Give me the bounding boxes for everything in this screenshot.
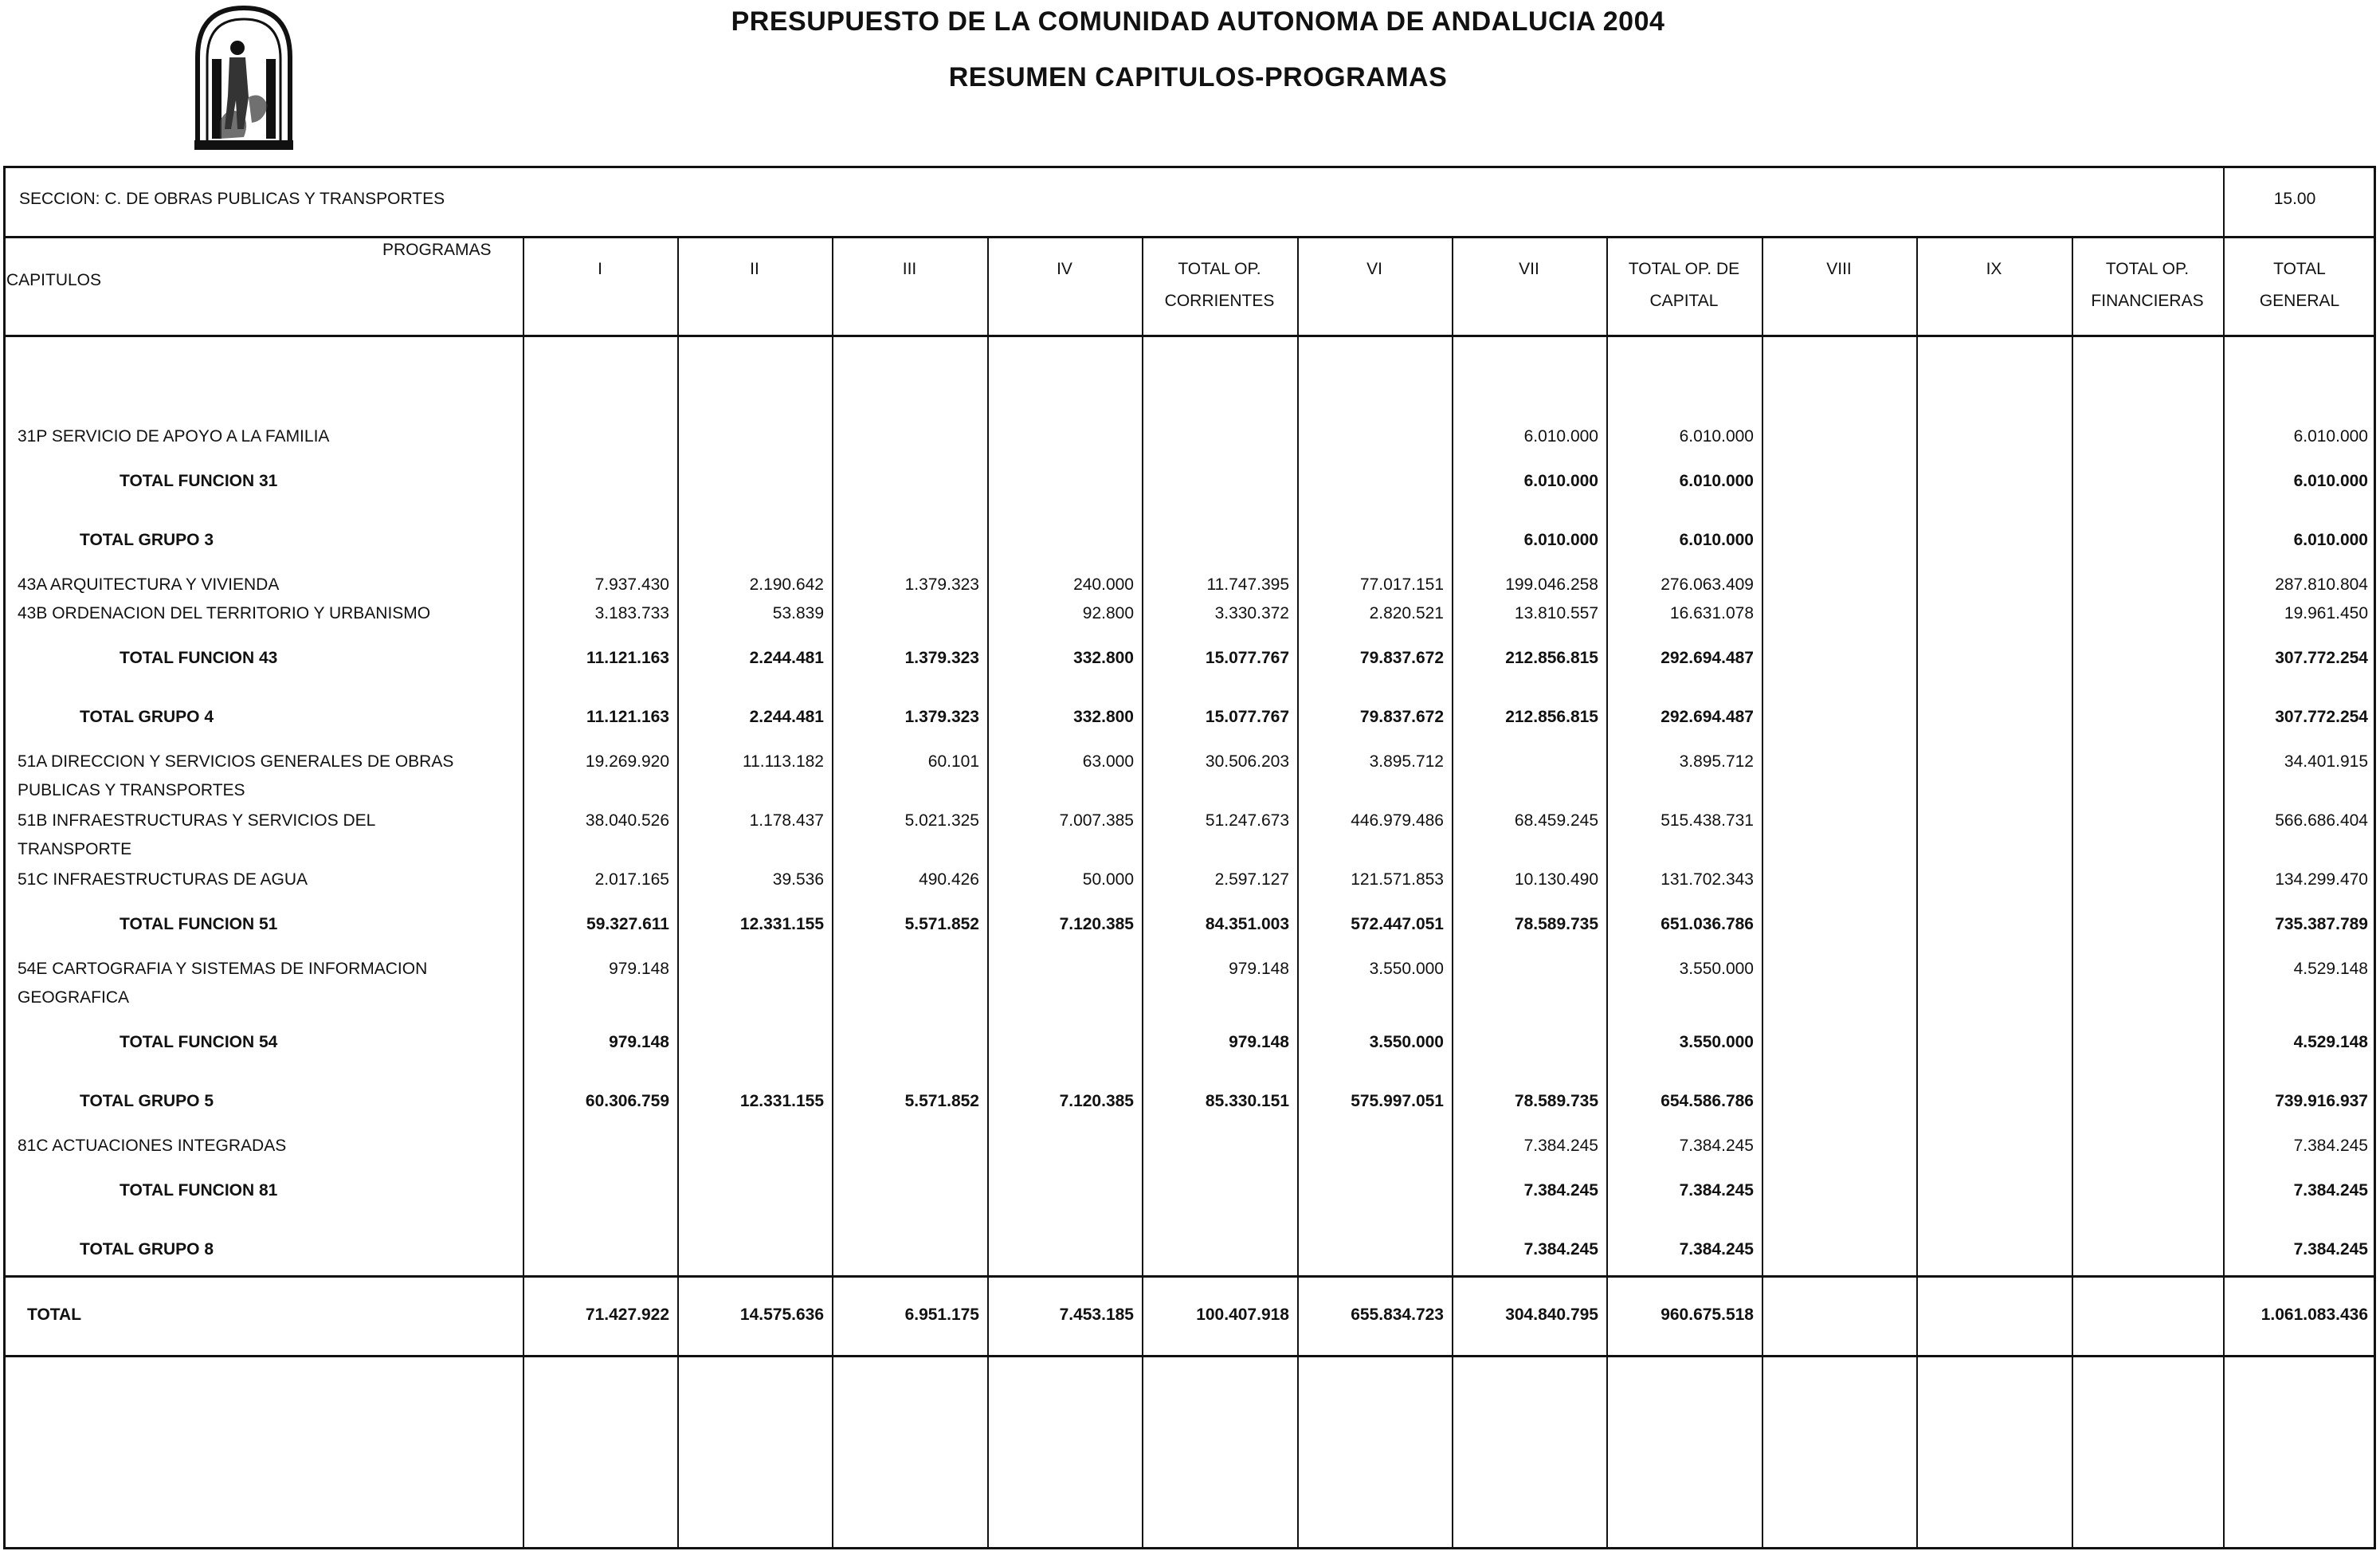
column-header: FINANCIERAS [2091, 292, 2204, 310]
row-label: 81C ACTUACIONES INTEGRADAS [18, 1137, 287, 1155]
cell-value: 12.331.155 [739, 915, 824, 933]
total-value: 7.453.185 [1059, 1306, 1134, 1324]
cell-value: 7.007.385 [1059, 811, 1134, 830]
cell-value: 2.244.481 [749, 708, 824, 726]
cell-value: 7.384.245 [1679, 1137, 1754, 1155]
column-header: II [750, 260, 759, 278]
cell-value: 85.330.151 [1205, 1092, 1289, 1110]
row-label: 51C INFRAESTRUCTURAS DE AGUA [18, 870, 308, 889]
cell-value: 3.550.000 [1369, 960, 1444, 978]
cell-value: 2.820.521 [1369, 604, 1444, 622]
page-subtitle: RESUMEN CAPITULOS-PROGRAMAS [948, 62, 1448, 92]
cell-value: 131.702.343 [1661, 870, 1754, 889]
cell-value: 5.571.852 [904, 1092, 979, 1110]
cell-value: 6.010.000 [1523, 531, 1598, 549]
column-divider [1297, 236, 1299, 1548]
cell-value: 38.040.526 [585, 811, 669, 830]
column-header: GENERAL [2259, 292, 2340, 310]
column-header: TOTAL [2273, 260, 2326, 278]
row-label: TRANSPORTE [18, 840, 132, 858]
cell-value: 84.351.003 [1205, 915, 1289, 933]
cell-value: 16.631.078 [1669, 604, 1754, 622]
cell-value: 78.589.735 [1514, 915, 1598, 933]
row-label: TOTAL FUNCION 31 [120, 472, 278, 490]
table-frame [3, 166, 2376, 1549]
cell-value: 490.426 [919, 870, 979, 889]
row-label: TOTAL GRUPO 8 [80, 1240, 214, 1258]
cell-value: 13.810.557 [1514, 604, 1598, 622]
cell-value: 7.120.385 [1059, 1092, 1134, 1110]
cell-value: 134.299.470 [2275, 870, 2368, 889]
cell-value: 1.379.323 [904, 649, 979, 667]
cell-value: 12.331.155 [739, 1092, 824, 1110]
total-value: 655.834.723 [1351, 1306, 1444, 1324]
cell-value: 276.063.409 [1661, 575, 1754, 594]
cell-value: 2.597.127 [1214, 870, 1289, 889]
capitulos-label: CAPITULOS [6, 271, 102, 289]
cell-value: 6.010.000 [1679, 531, 1754, 549]
cell-value: 79.837.672 [1359, 649, 1444, 667]
cell-value: 11.113.182 [743, 752, 824, 771]
cell-value: 2.190.642 [749, 575, 824, 594]
section-divider [3, 236, 2376, 238]
cell-value: 50.000 [1082, 870, 1134, 889]
cell-value: 4.529.148 [2293, 1033, 2368, 1051]
column-divider [832, 236, 833, 1548]
cell-value: 979.148 [1229, 960, 1289, 978]
cell-value: 10.130.490 [1514, 870, 1598, 889]
total-value: 14.575.636 [739, 1306, 824, 1324]
section-code: 15.00 [2273, 190, 2316, 208]
cell-value: 307.772.254 [2275, 708, 2368, 726]
total-value: 100.407.918 [1196, 1306, 1289, 1324]
row-label: TOTAL FUNCION 43 [120, 649, 278, 667]
programas-label: PROGRAMAS [382, 241, 492, 259]
row-label: TOTAL FUNCION 51 [120, 915, 278, 933]
cell-value: 19.269.920 [585, 752, 669, 771]
row-label: TOTAL GRUPO 4 [80, 708, 214, 726]
cell-value: 6.010.000 [2293, 531, 2368, 549]
cell-value: 654.586.786 [1661, 1092, 1754, 1110]
column-header: IV [1057, 260, 1072, 278]
cell-value: 6.010.000 [2293, 427, 2368, 446]
cell-value: 566.686.404 [2275, 811, 2368, 830]
cell-value: 15.077.767 [1205, 649, 1289, 667]
cell-value: 15.077.767 [1205, 708, 1289, 726]
section-label: SECCION: C. DE OBRAS PUBLICAS Y TRANSPORTES [19, 190, 445, 208]
cell-value: 6.010.000 [2293, 472, 2368, 490]
page-title: PRESUPUESTO DE LA COMUNIDAD AUTONOMA DE ANDALUCIA 2004 [731, 6, 1665, 37]
row-label: TOTAL FUNCION 54 [120, 1033, 278, 1051]
total-value: 71.427.922 [585, 1306, 669, 1324]
column-divider [1916, 236, 1918, 1548]
row-label: TOTAL FUNCION 81 [120, 1181, 278, 1200]
cell-value: 332.800 [1073, 708, 1134, 726]
cell-value: 6.010.000 [1523, 472, 1598, 490]
cell-value: 212.856.815 [1505, 649, 1598, 667]
cell-value: 19.961.450 [2284, 604, 2368, 622]
row-label: 51B INFRAESTRUCTURAS Y SERVICIOS DEL [18, 811, 376, 830]
row-label: GEOGRAFICA [18, 988, 130, 1007]
cell-value: 1.379.323 [904, 708, 979, 726]
cell-value: 11.747.395 [1206, 575, 1289, 594]
row-label: 31P SERVICIO DE APOYO A LA FAMILIA [18, 427, 330, 446]
cell-value: 59.327.611 [586, 915, 669, 933]
column-header: CAPITAL [1649, 292, 1719, 310]
row-label: PUBLICAS Y TRANSPORTES [18, 781, 245, 799]
row-label: 43B ORDENACION DEL TERRITORIO Y URBANISMO [18, 604, 431, 622]
cell-value: 53.839 [772, 604, 824, 622]
row-label: TOTAL GRUPO 3 [80, 531, 214, 549]
cell-value: 287.810.804 [2275, 575, 2368, 594]
cell-value: 39.536 [772, 870, 824, 889]
cell-value: 735.387.789 [2275, 915, 2368, 933]
cell-value: 7.384.245 [2293, 1240, 2368, 1258]
cell-value: 121.571.853 [1351, 870, 1444, 889]
total-value: 304.840.795 [1505, 1306, 1598, 1324]
cell-value: 240.000 [1073, 575, 1134, 594]
total-value: 6.951.175 [904, 1306, 979, 1324]
cell-value: 292.694.487 [1661, 708, 1754, 726]
column-header: TOTAL OP. DE [1628, 260, 1740, 278]
cell-value: 3.550.000 [1679, 960, 1754, 978]
cell-value: 3.330.372 [1214, 604, 1289, 622]
total-label: TOTAL [27, 1306, 82, 1324]
cell-value: 2.244.481 [749, 649, 824, 667]
cell-value: 515.438.731 [1661, 811, 1754, 830]
cell-value: 3.895.712 [1369, 752, 1444, 771]
cell-value: 3.895.712 [1679, 752, 1754, 771]
column-divider [1452, 236, 1453, 1548]
column-header: CORRIENTES [1164, 292, 1275, 310]
cell-value: 1.379.323 [904, 575, 979, 594]
cell-value: 3.550.000 [1369, 1033, 1444, 1051]
cell-value: 575.997.051 [1351, 1092, 1444, 1110]
column-header: IX [1986, 260, 2002, 278]
cell-value: 572.447.051 [1351, 915, 1444, 933]
cell-value: 7.384.245 [1523, 1137, 1598, 1155]
cell-value: 7.384.245 [2293, 1137, 2368, 1155]
cell-value: 7.937.430 [594, 575, 669, 594]
column-divider [523, 236, 524, 1548]
cell-value: 7.120.385 [1059, 915, 1134, 933]
column-divider [2223, 236, 2225, 1548]
cell-value: 51.247.673 [1205, 811, 1289, 830]
header-divider [3, 335, 2376, 337]
column-header: I [598, 260, 602, 278]
cell-value: 7.384.245 [1523, 1240, 1598, 1258]
cell-value: 6.010.000 [1679, 472, 1754, 490]
column-header: VII [1519, 260, 1539, 278]
total-top-divider [3, 1275, 2376, 1278]
cell-value: 1.178.437 [749, 811, 824, 830]
cell-value: 11.121.163 [586, 708, 669, 726]
total-value: 1.061.083.436 [2260, 1306, 2368, 1324]
cell-value: 77.017.151 [1359, 575, 1444, 594]
cell-value: 212.856.815 [1505, 708, 1598, 726]
column-header: VI [1366, 260, 1382, 278]
cell-value: 60.101 [927, 752, 979, 771]
cell-value: 6.010.000 [1523, 427, 1598, 446]
total-bottom-divider [3, 1355, 2376, 1357]
cell-value: 307.772.254 [2275, 649, 2368, 667]
cell-value: 34.401.915 [2284, 752, 2368, 771]
cell-value: 7.384.245 [1679, 1240, 1754, 1258]
cell-value: 7.384.245 [1523, 1181, 1598, 1200]
cell-value: 332.800 [1073, 649, 1134, 667]
cell-value: 30.506.203 [1205, 752, 1289, 771]
column-divider [677, 236, 679, 1548]
cell-value: 60.306.759 [585, 1092, 669, 1110]
column-divider [987, 236, 989, 1548]
cell-value: 5.571.852 [904, 915, 979, 933]
cell-value: 446.979.486 [1351, 811, 1444, 830]
column-header: TOTAL OP. [2105, 260, 2190, 278]
column-divider [1142, 236, 1143, 1548]
cell-value: 2.017.165 [594, 870, 669, 889]
section-code-divider [2223, 167, 2225, 238]
cell-value: 6.010.000 [1679, 427, 1754, 446]
cell-value: 651.036.786 [1661, 915, 1754, 933]
cell-value: 7.384.245 [2293, 1181, 2368, 1200]
total-value: 960.675.518 [1661, 1306, 1754, 1324]
row-label: 54E CARTOGRAFIA Y SISTEMAS DE INFORMACION [18, 960, 428, 978]
cell-value: 63.000 [1082, 752, 1134, 771]
cell-value: 4.529.148 [2293, 960, 2368, 978]
cell-value: 979.148 [609, 960, 669, 978]
cell-value: 3.183.733 [594, 604, 669, 622]
cell-value: 3.550.000 [1679, 1033, 1754, 1051]
cell-value: 199.046.258 [1505, 575, 1598, 594]
row-label: 51A DIRECCION Y SERVICIOS GENERALES DE OBRAS [18, 752, 454, 771]
column-header: III [902, 260, 917, 278]
cell-value: 68.459.245 [1514, 811, 1598, 830]
cell-value: 11.121.163 [586, 649, 669, 667]
column-header: TOTAL OP. [1178, 260, 1261, 278]
cell-value: 292.694.487 [1661, 649, 1754, 667]
cell-value: 79.837.672 [1359, 708, 1444, 726]
column-header: VIII [1826, 260, 1852, 278]
cell-value: 739.916.937 [2275, 1092, 2368, 1110]
cell-value: 979.148 [1229, 1033, 1289, 1051]
cell-value: 5.021.325 [904, 811, 979, 830]
column-divider [1762, 236, 1763, 1548]
row-label: 43A ARQUITECTURA Y VIVIENDA [18, 575, 280, 594]
column-divider [2072, 236, 2073, 1548]
cell-value: 92.800 [1082, 604, 1134, 622]
row-label: TOTAL GRUPO 5 [80, 1092, 214, 1110]
cell-value: 7.384.245 [1679, 1181, 1754, 1200]
cell-value: 979.148 [609, 1033, 669, 1051]
column-divider [1606, 236, 1608, 1548]
cell-value: 78.589.735 [1514, 1092, 1598, 1110]
